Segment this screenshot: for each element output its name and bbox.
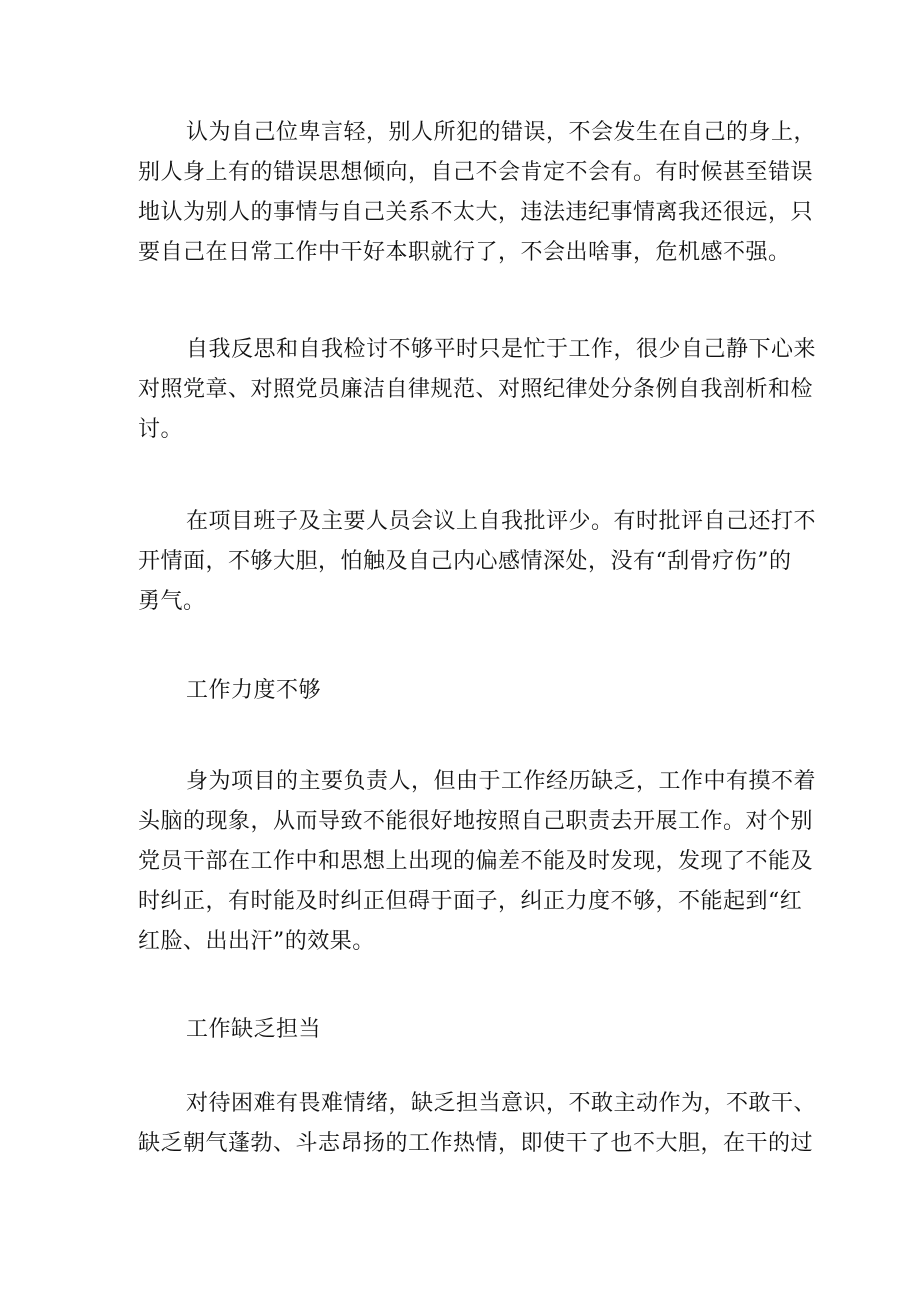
- section-heading: 工作力度不够: [186, 678, 322, 703]
- paragraph-line: 身为项目的主要负责人，但由于工作经历缺乏，工作中有摸不着: [186, 769, 817, 794]
- section-heading: 工作缺乏担当: [186, 1017, 322, 1042]
- paragraph-line: 要自己在日常工作中干好本职就行了，不会出啥事，危机感不强。: [138, 240, 791, 265]
- paragraph-line: 勇气。: [138, 589, 206, 614]
- paragraph-4: [138, 762, 817, 962]
- paragraph-3: [138, 502, 817, 622]
- section-heading-work-effort: [138, 671, 808, 711]
- paragraph-line: 在项目班子及主要人员会议上自我批评少。有时批评自己还打不: [186, 509, 817, 534]
- paragraph-line: 地认为别人的事情与自己关系不太大，违法违纪事情离我还很远，只: [138, 200, 814, 225]
- paragraph-line: 自我反思和自我检讨不够平时只是忙于工作，很少自己静下心来: [186, 337, 817, 362]
- paragraph-line: 头脑的现象，从而导致不能很好地按照自己职责去开展工作。对个别: [138, 809, 814, 834]
- paragraph-5: [138, 1084, 817, 1164]
- section-heading-responsibility: [138, 1010, 808, 1050]
- paragraph-line: 对待困难有畏难情绪，缺乏担当意识，不敢主动作为，不敢干、: [186, 1091, 817, 1116]
- paragraph-line: 开情面，不够大胆，怕触及自己内心感情深处，没有“刮骨疗伤”的: [138, 549, 792, 574]
- paragraph-line: 党员干部在工作中和思想上出现的偏差不能及时发现，发现了不能及: [138, 849, 814, 874]
- paragraph-line: 时纠正，有时能及时纠正但碍于面子，纠正力度不够，不能起到“红: [138, 889, 803, 914]
- paragraph-line: 红脸、出出汗”的效果。: [138, 929, 375, 954]
- paragraph-line: 别人身上有的错误思想倾向，自己不会肯定不会有。有时候甚至错误: [138, 160, 814, 185]
- paragraph-1: [138, 113, 817, 273]
- paragraph-line: 缺乏朝气蓬勃、斗志昂扬的工作热情，即使干了也不大胆，在干的过: [138, 1131, 814, 1156]
- paragraph-line: 对照党章、对照党员廉洁自律规范、对照纪律处分条例自我剖析和检: [138, 377, 814, 402]
- paragraph-line: 讨。: [138, 417, 184, 442]
- paragraph-line: 认为自己位卑言轻，别人所犯的错误，不会发生在自己的身上，: [186, 120, 817, 145]
- paragraph-2: [138, 330, 817, 450]
